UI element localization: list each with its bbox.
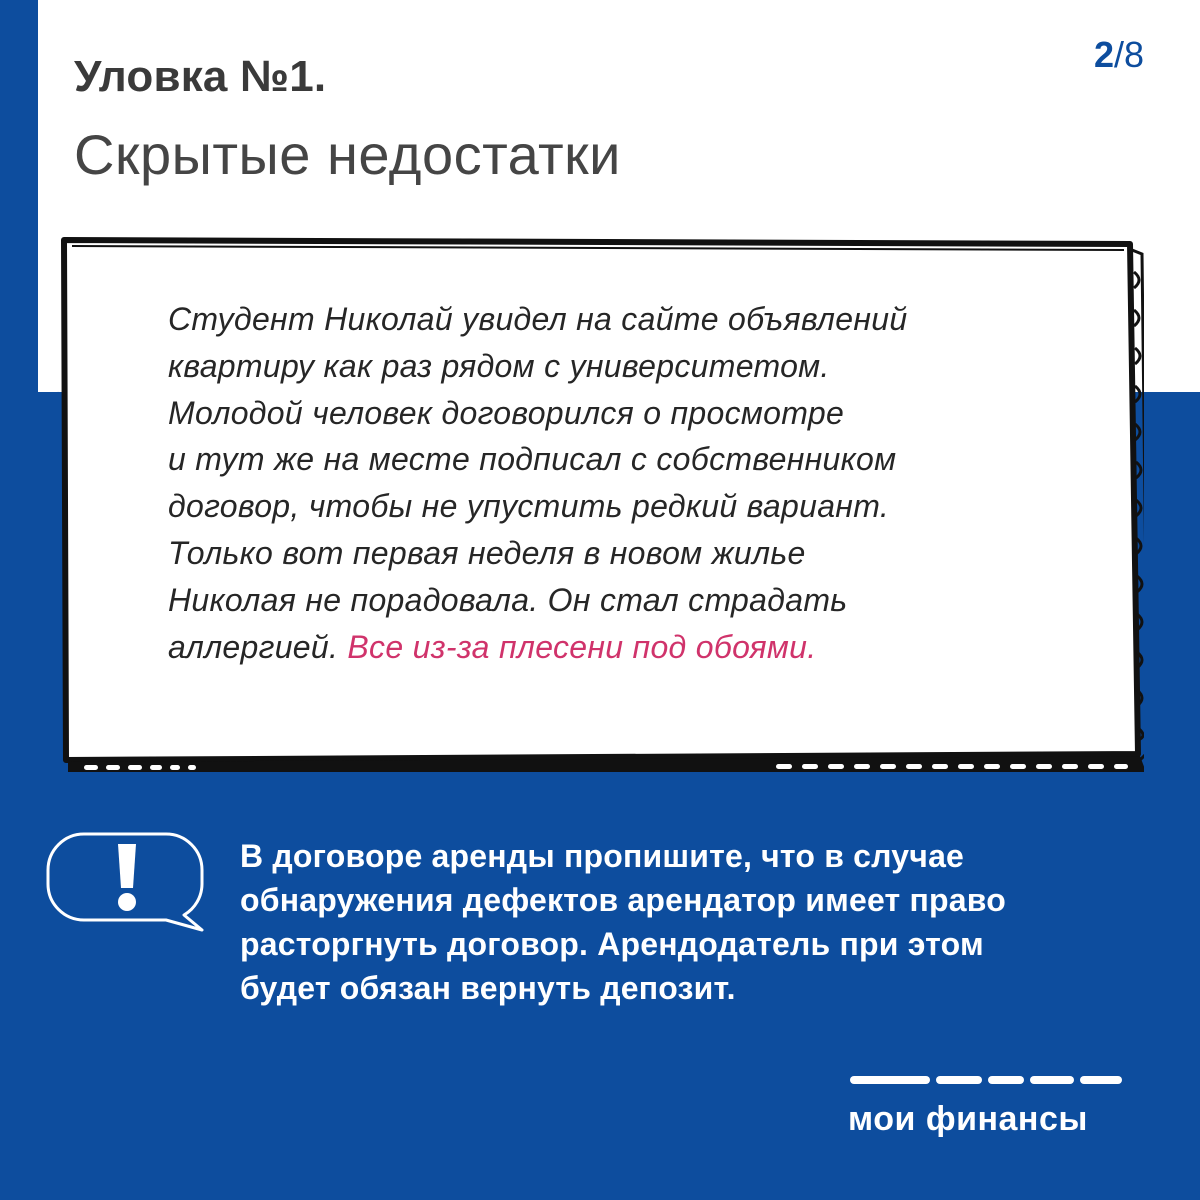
page-total: /8 (1114, 34, 1145, 75)
story-line: Только вот первая неделя в новом жилье (168, 534, 806, 571)
tip-text (240, 834, 1170, 1010)
tip-line: обнаружения дефектов арендатор имеет право (240, 882, 1006, 918)
story-line: Студент Николай увидел на сайте объявлений (168, 301, 908, 337)
story-line: Николая не порадовала. Он стал страдать (168, 581, 848, 618)
tip-line: расторгнуть договор. Арендодатель при этом (240, 926, 984, 962)
page-indicator (1094, 34, 1144, 76)
exclamation-speech-bubble-icon (46, 832, 216, 936)
story-line: и тут же на месте подписал с собственником (168, 441, 897, 478)
story-line: квартиру как раз рядом с университетом. (168, 347, 830, 384)
page-current: 2 (1094, 34, 1115, 75)
tip-line: будет обязан вернуть депозит. (240, 970, 736, 1006)
page-title: Уловка №1. (74, 52, 327, 101)
story-line: Молодой человек договорился о просмотре (168, 394, 845, 431)
story-line: договор, чтобы не упустить редкий вариант. (168, 488, 890, 525)
brand-dashes (848, 1072, 1124, 1086)
story-highlight: Все из-за плесени под обоями. (347, 628, 817, 665)
brand-name: мои финансы (848, 1100, 1088, 1138)
tip-line: В договоре аренды пропишите, что в случае (240, 838, 965, 874)
page-subtitle: Скрытые недостатки (74, 123, 621, 186)
brand-logo (848, 1072, 1124, 1152)
story-line: аллергией. (168, 628, 348, 665)
story-text (168, 296, 1068, 670)
